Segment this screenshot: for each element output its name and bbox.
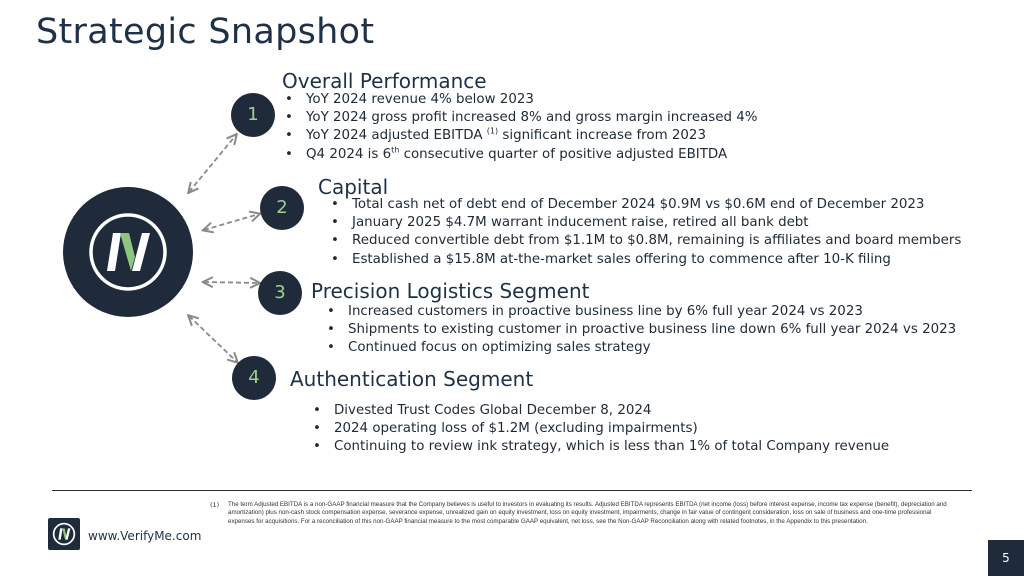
bullet-item: • 2024 operating loss of $1.2M (excluding impairments): [310, 420, 889, 438]
bullet-item: • Increased customers in proactive business line by 6% full year 2024 vs 2023: [324, 303, 956, 321]
heading-overall-performance: Overall Performance: [282, 69, 487, 93]
bullet-item: • YoY 2024 adjusted EBITDA $^{(1)}$ significant increase from 2023: [282, 127, 758, 145]
bullet-item: • Shipments to existing customer in proactive business line down 6% full year 2024 vs 2023: [324, 321, 956, 339]
bullet-item: • YoY 2024 gross profit increased 8% and gross margin increased 4%: [282, 109, 758, 127]
heading-precision-logistics: Precision Logistics Segment: [311, 279, 590, 303]
bullet-item: • Continued focus on optimizing sales strategy: [324, 339, 956, 357]
section-number-2: 2: [260, 186, 304, 230]
website-link[interactable]: www.VerifyMe.com: [88, 529, 202, 543]
bullets-precision-logistics: [324, 303, 956, 358]
footer-divider: [52, 490, 972, 491]
bullet-item: • YoY 2024 revenue 4% below 2023: [282, 91, 758, 109]
arrow-4: [189, 316, 237, 362]
arrow-2: [204, 214, 259, 230]
verifyme-logo-icon: [63, 187, 193, 317]
bullet-item: • Divested Trust Codes Global December 8, 2024: [310, 402, 889, 420]
bullet-item: • Continuing to review ink strategy, which is less than 1% of total Company revenue: [310, 438, 889, 456]
slide-title: Strategic Snapshot: [36, 12, 375, 52]
section-number-4: 4: [232, 356, 276, 400]
section-number-1: 1: [231, 93, 275, 137]
verifyme-small-logo-icon: [48, 518, 80, 550]
footnote-marker: (1): [210, 501, 220, 509]
bullets-overall-performance: [282, 91, 758, 164]
bullets-authentication: [310, 402, 889, 457]
bullet-item: • Reduced convertible debt from $1.1M to $0.8M, remaining is affiliates and board members: [328, 232, 961, 250]
page-number: 5: [988, 540, 1024, 576]
arrow-1: [189, 135, 236, 192]
heading-capital: Capital: [318, 175, 389, 199]
bullet-item: • Total cash net of debt end of December 2024 $0.9M vs $0.6M end of December 2023: [328, 196, 961, 214]
verifyme-logo-hub: [63, 187, 193, 317]
bullet-item: • January 2025 $4.7M warrant inducement raise, retired all bank debt: [328, 214, 961, 232]
bullet-item: • Q4 2024 is 6th consecutive quarter of positive adjusted EBITDA: [282, 146, 758, 164]
arrow-3: [204, 282, 259, 283]
footnote-text: The term Adjusted EBITDA is a non-GAAP financial measure that the Company believes is useful to investors in evaluating its results. Adjusted EBITDA represents EBITDA (net income (loss) before interest expense, income tax expense (benefit), depreciation and amortization) plus non-cash stock compensation expense, severance expense, unrealized gain on equity investment, loss on equity investment, impairments, change in fair value of contingent consideration, loss on sale of business and one-time professional expenses for acquisitions. For a reconciliation of this non-GAAP financial measure to the most comparable GAAP equivalent, net loss, see the Non-GAAP Reconciliation along with related footnotes, in the Appendix to this presentation.: [228, 501, 947, 525]
section-number-3: 3: [258, 271, 302, 315]
bullet-item: • Established a $15.8M at-the-market sales offering to commence after 10-K filing: [328, 251, 961, 269]
heading-authentication: Authentication Segment: [290, 367, 534, 391]
bullets-capital: [328, 196, 961, 269]
